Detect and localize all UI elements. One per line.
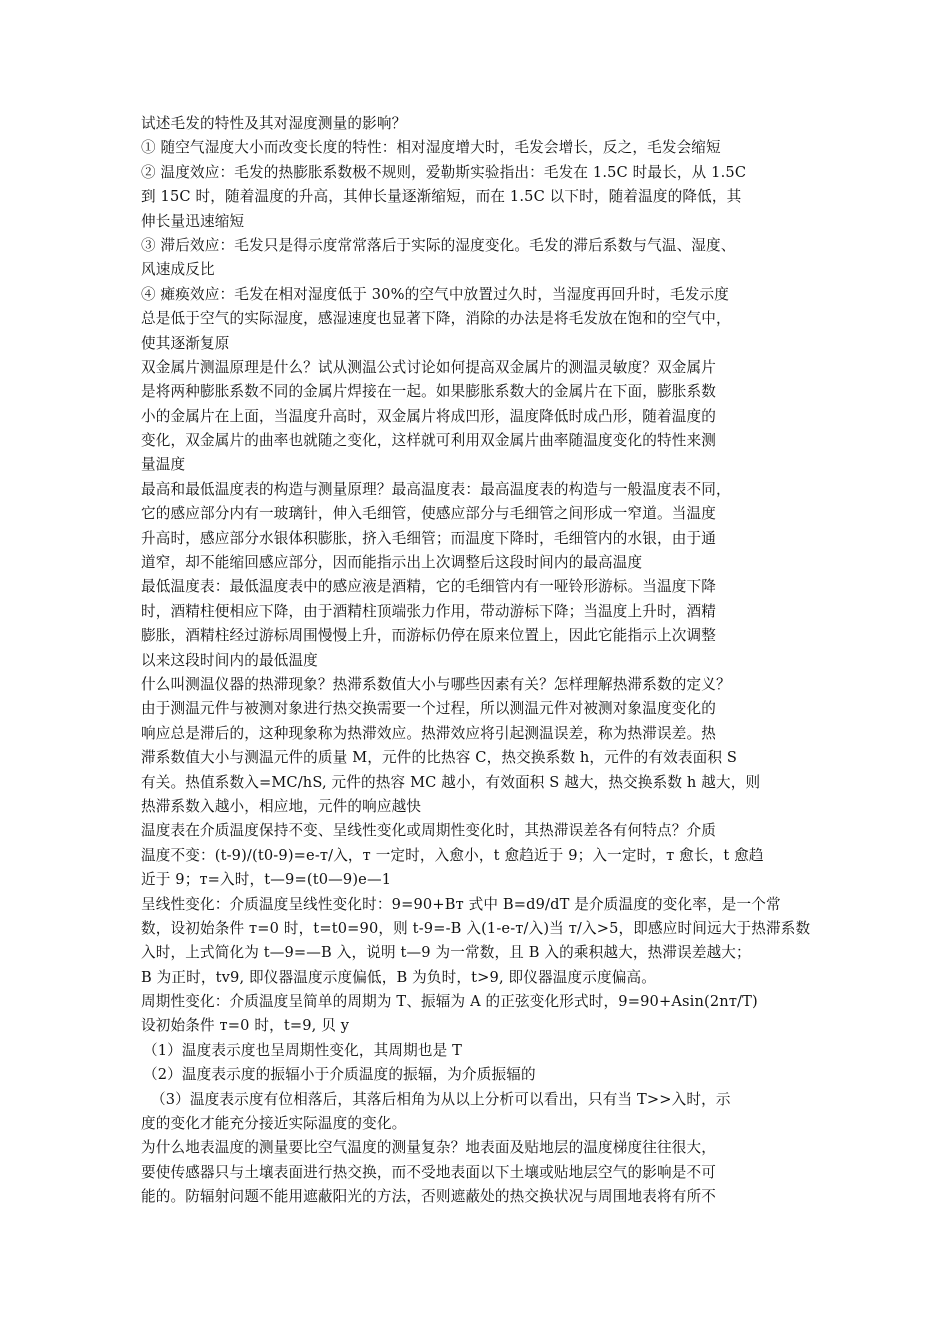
- text-line: 是将两种膨胀系数不同的金属片焊接在一起。如果膨胀系数大的金属片在下面，膨胀系数: [141, 383, 717, 401]
- question-title-lag-error: 温度表在介质温度保持不变、呈线性变化或周期性变化时，其热滞误差各有何特点？介质: [141, 822, 717, 840]
- text-line: ① 随空气湿度大小而改变长度的特性：相对湿度增大时，毛发会增长，反之，毛发会缩短: [141, 139, 721, 157]
- question-title-max-min-thermometer: 最高和最低温度表的构造与测量原理？最高温度表：最高温度表的构造与一般温度表不同，: [141, 480, 731, 498]
- text-line: 使其逐渐复原: [141, 334, 230, 352]
- text-line: 它的感应部分内有一玻璃针，伸入毛细管，使感应部分与毛细管之间形成一窄道。当温度: [141, 505, 717, 523]
- text-line: 呈线性变化：介质温度呈线性变化时：9=90+Bт 式中 B=d9/dT 是介质温度的变化率，是一个常: [141, 895, 781, 913]
- text-line: ② 温度效应：毛发的热膨胀系数极不规则，爱勒斯实验指出：毛发在 1.5C 时最长，从 1.5C: [141, 163, 747, 181]
- text-line: 热滞系数入越小，相应地，元件的响应越快: [141, 797, 422, 815]
- text-line: B 为正时，tv9, 即仪器温度示度偏低，B 为负时，t>9, 即仪器温度示度偏高。: [141, 968, 656, 986]
- list-item: （1）温度表示度也呈周期性变化，其周期也是 T: [143, 1041, 462, 1059]
- text-line: 总是低于空气的实际湿度，感湿速度也显著下降，消除的办法是将毛发放在饱和的空气中，: [141, 310, 731, 328]
- document-body: [141, 112, 841, 1210]
- text-line: 量温度: [141, 456, 186, 474]
- text-line: 滞系数值大小与测温元件的质量 M，元件的比热容 C，热交换系数 h，元件的有效表面积 S: [141, 749, 738, 767]
- text-line: 最低温度表：最低温度表中的感应液是酒精，它的毛细管内有一哑铃形游标。当温度下降: [141, 578, 717, 596]
- text-line: 伸长量迅速缩短: [141, 212, 245, 230]
- text-line: 入时，上式简化为 t—9=—B 入，说明 t—9 为一常数，且 B 入的乘积越大，热滞误差越大；: [141, 944, 751, 962]
- text-line: 小的金属片在上面，当温度升高时，双金属片将成凹形，温度降低时成凸形，随着温度的: [141, 407, 717, 425]
- text-line: 由于测温元件与被测对象进行热交换需要一个过程，所以测温元件对被测对象温度变化的: [141, 700, 717, 718]
- text-line: 风速成反比: [141, 261, 215, 279]
- question-title-bimetal: 双金属片测温原理是什么？试从测温公式讨论如何提高双金属片的测温灵敏度？双金属片: [141, 358, 717, 376]
- text-line: 能的。防辐射问题不能用遮蔽阳光的方法，否则遮蔽处的热交换状况与周围地表将有所不: [141, 1188, 717, 1206]
- text-line: 以来这段时间内的最低温度: [141, 651, 318, 669]
- text-line: 设初始条件 т=0 时，t=9, 贝 y: [141, 1017, 350, 1035]
- text-line: 数，设初始条件 т=0 时，t=t0=90，则 t-9=-B 入(1-e-т/入)当 т/入>5，即感应时间远大于热滞系数: [141, 919, 811, 937]
- text-line: 升高时，感应部分水银体积膨胀，挤入毛细管；而温度下降时，毛细管内的水银，由于通: [141, 529, 717, 547]
- list-item: （3）温度表示度有位相落后，其落后相角为从以上分析可以看出，只有当 T>>入时，示: [151, 1090, 731, 1108]
- question-title-hair: 试述毛发的特性及其对湿度测量的影响？: [141, 115, 407, 132]
- text-line: 到 15C 时，随着温度的升高，其伸长量逐渐缩短，而在 1.5C 以下时，随着温度的降低，其: [141, 188, 742, 206]
- list-item: （2）温度表示度的振辐小于介质温度的振辐，为介质振辐的: [143, 1066, 536, 1084]
- text-line: 温度不变：(t-9)/(t0-9)=e-т/入，т 一定时，入愈小，t 愈趋近于 9；入一定时，т 愈长，t 愈趋: [141, 846, 764, 864]
- text-line: 近于 9；т=入时，t—9=(t0—9)e—1: [141, 871, 392, 889]
- text-line: 响应总是滞后的，这种现象称为热滞效应。热滞效应将引起测温误差，称为热滞误差。热: [141, 724, 717, 742]
- question-title-thermal-lag: 什么叫测温仪器的热滞现象？热滞系数值大小与哪些因素有关？怎样理解热滞系数的定义？: [141, 675, 731, 693]
- text-line: 周期性变化：介质温度呈简单的周期为 T、振辐为 A 的正弦变化形式时，9=90+Asin(2nт/T): [141, 993, 758, 1011]
- question-title-surface-temp: 为什么地表温度的测量要比空气温度的测量复杂？地表面及贴地层的温度梯度往往很大，: [141, 1139, 717, 1157]
- text-line: ③ 滞后效应：毛发只是得示度常常落后于实际的湿度变化。毛发的滞后系数与气温、湿度、: [141, 236, 736, 254]
- text-line: ④ 瘫痪效应：毛发在相对湿度低于 30%的空气中放置过久时，当湿度再回升时，毛发示度: [141, 285, 729, 303]
- text-line: 变化，双金属片的曲率也就随之变化，这样就可利用双金属片曲率随温度变化的特性来测: [141, 432, 717, 450]
- text-line: 膨胀，酒精柱经过游标周围慢慢上升，而游标仍停在原来位置上，因此它能指示上次调整: [141, 627, 717, 645]
- text-line: 要使传感器只与土壤表面进行热交换，而不受地表面以下土壤或贴地层空气的影响是不可: [141, 1163, 717, 1181]
- text-line: 有关。热值系数入=MC/hS, 元件的热容 MC 越小，有效面积 S 越大，热交换系数 h 越大，则: [141, 773, 761, 791]
- text-line: 时，酒精柱便相应下降，由于酒精柱顶端张力作用，带动游标下降；当温度上升时，酒精: [141, 602, 717, 620]
- text-line: 度的变化才能充分接近实际温度的变化。: [141, 1115, 407, 1133]
- text-line: 道窄，却不能缩回感应部分，因而能指示出上次调整后这段时间内的最高温度: [141, 554, 643, 572]
